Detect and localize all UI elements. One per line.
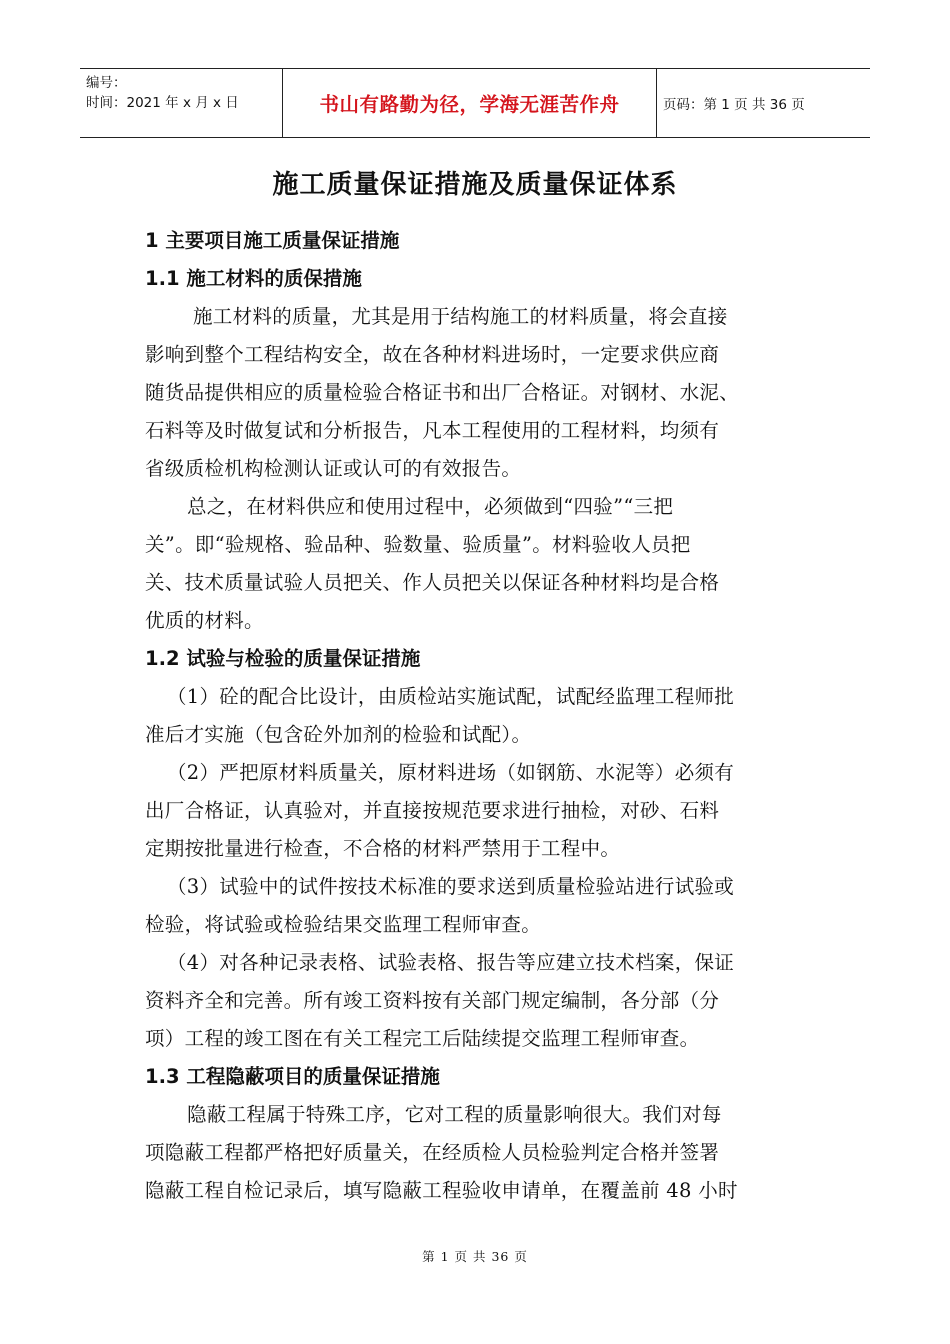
paragraph-line: （2）严把原材料质量关，原材料进场（如钢筋、水泥等）必须有 <box>167 761 735 784</box>
document-number-label: 编号： <box>86 75 127 91</box>
paragraph-line: （3）试验中的试件按技术标准的要求送到质量检验站进行试验或 <box>167 875 735 898</box>
header-page-info: 页码：第 1 页 共 36 页 <box>663 97 805 113</box>
document-header <box>80 68 870 138</box>
paragraph-line: 隐蔽工程属于特殊工序，它对工程的质量影响很大。我们对每 <box>187 1103 722 1126</box>
document-title: 施工质量保证措施及质量保证体系 <box>272 170 678 200</box>
document-body <box>145 222 813 1210</box>
list-item-2 <box>145 754 813 868</box>
section-heading-1: 1 主要项目施工质量保证措施 <box>145 229 400 252</box>
section-heading-1-2: 1.2 试验与检验的质量保证措施 <box>145 647 421 670</box>
header-motto: 书山有路勤为径，学海无涯苦作舟 <box>283 69 657 137</box>
paragraph-line: 施工材料的质量，尤其是用于结构施工的材料质量，将会直接 <box>193 305 728 328</box>
paragraph-line: 优质的材料。 <box>145 609 264 632</box>
header-meta-cell <box>80 69 283 137</box>
paragraph-line: 关”。即“验规格、验品种、验数量、验质量”。材料验收人员把 <box>145 533 691 556</box>
section-heading-1-1: 1.1 施工材料的质保措施 <box>145 267 362 290</box>
page-footer: 第 1 页 共 36 页 <box>422 1249 528 1264</box>
paragraph-line: 项）工程的竣工图在有关工程完工后陆续提交监理工程师审查。 <box>145 1027 700 1050</box>
list-item-4 <box>145 944 813 1058</box>
list-item-1 <box>145 678 813 754</box>
paragraph-line: （4）对各种记录表格、试验表格、报告等应建立技术档案，保证 <box>167 951 735 974</box>
paragraph-line: （1）砼的配合比设计，由质检站实施试配，试配经监理工程师批 <box>167 685 735 708</box>
paragraph-line: 关、技术质量试验人员把关、作人员把关以保证各种材料均是合格 <box>145 571 720 594</box>
section-heading-1-3: 1.3 工程隐蔽项目的质量保证措施 <box>145 1065 440 1088</box>
paragraph-line: 检验，将试验或检验结果交监理工程师审查。 <box>145 913 542 936</box>
paragraph-line: 总之，在材料供应和使用过程中，必须做到“四验”“三把 <box>187 495 674 518</box>
paragraph-line: 出厂合格证，认真验对，并直接按规范要求进行抽检，对砂、石料 <box>145 799 720 822</box>
paragraph-materials <box>145 298 813 488</box>
paragraph-concealed-works <box>145 1096 813 1210</box>
paragraph-line: 省级质检机构检测认证或认可的有效报告。 <box>145 457 522 480</box>
list-item-3 <box>145 868 813 944</box>
paragraph-line: 隐蔽工程自检记录后，填写隐蔽工程验收申请单，在覆盖前 48 小时 <box>145 1179 738 1202</box>
paragraph-line: 定期按批量进行检查，不合格的材料严禁用于工程中。 <box>145 837 621 860</box>
paragraph-line: 资料齐全和完善。所有竣工资料按有关部门规定编制，各分部（分 <box>145 989 720 1012</box>
paragraph-line: 石料等及时做复试和分析报告，凡本工程使用的工程材料，均须有 <box>145 419 720 442</box>
paragraph-line: 项隐蔽工程都严格把好质量关，在经质检人员检验判定合格并签署 <box>145 1141 720 1164</box>
paragraph-line: 随货品提供相应的质量检验合格证书和出厂合格证。对钢材、水泥、 <box>145 381 740 404</box>
paragraph-line: 影响到整个工程结构安全，故在各种材料进场时，一定要求供应商 <box>145 343 720 366</box>
paragraph-line: 准后才实施（包含砼外加剂的检验和试配）。 <box>145 723 532 746</box>
document-date-label: 时间：2021 年 x 月 x 日 <box>86 95 239 111</box>
paragraph-summary <box>145 488 813 640</box>
